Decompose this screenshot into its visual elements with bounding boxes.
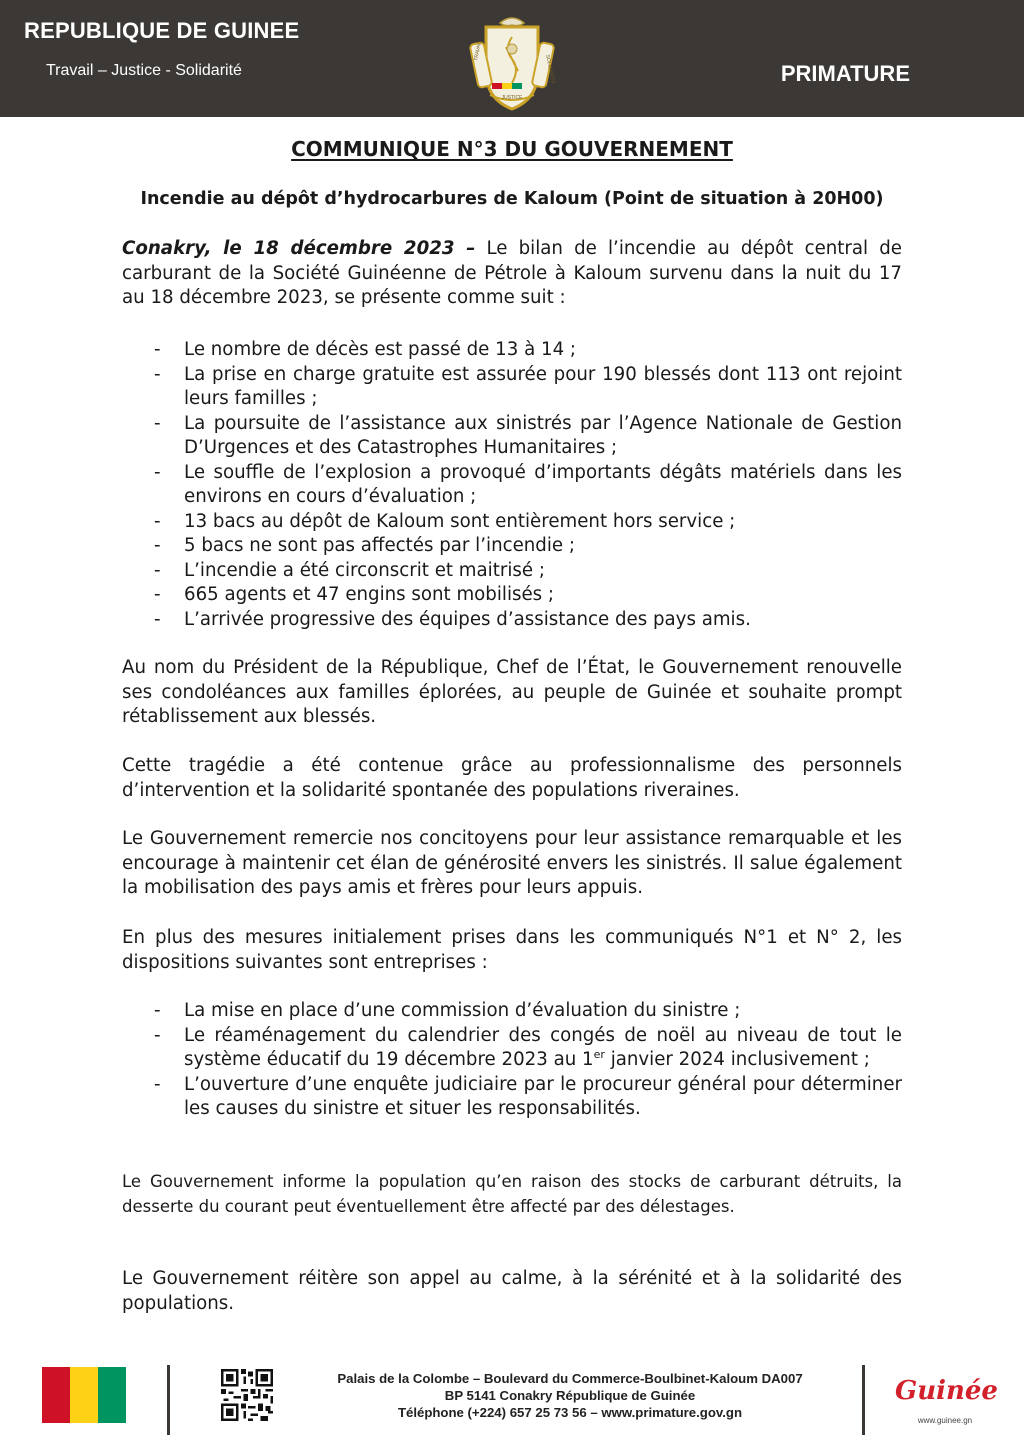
bilan-list [122,338,902,632]
list-item [122,1024,902,1073]
address-line: BP 5141 Conakry République de Guinée [444,1388,696,1403]
measure-text-start: Le réaménagement du calendrier des congés de noël au niveau de tout le système éducatif du 19 décembre 2023 au 1 [184,1024,902,1070]
guinea-flag [42,1367,126,1423]
page-header [0,0,1024,117]
guinee-logo [895,1374,998,1434]
national-motto: Travail – Justice - Solidarité [46,62,242,79]
list-item: - L’arrivée progressive des équipes d’assistance des pays amis. [122,608,902,633]
list-item: - 5 bacs ne sont pas affectés par l’incendie ; [122,534,902,559]
measures-list [122,999,902,1122]
appeal-paragraph: Le Gouvernement réitère son appel au calme, à la sérénité et à la solidarité des populations. [122,1268,902,1314]
flag-yellow-band [70,1367,98,1423]
flag-green-band [98,1367,126,1423]
list-item: - Le nombre de décès est passé de 13 à 14 ; [122,338,902,363]
office-name: PRIMATURE [780,61,910,86]
page-subtitle: Incendie au dépôt d’hydrocarbures de Kaloum (Point de situation à 20H00) [140,189,884,209]
condolences-paragraph: Au nom du Président de la République, Chef de l’État, le Gouvernement renouvelle ses condoléances aux familles éplorées, au peuple de Guinée et souhaite prompt rétablissement aux blessés. [122,657,902,727]
emblem-left-label: TRAVAIL [473,40,484,62]
list-item: - L’incendie a été circonscrit et maitrisé ; [122,559,902,584]
emblem-right-label: SOLIDARITE [544,54,557,85]
list-item: - 665 agents et 47 engins sont mobilisés ; [122,583,902,608]
republic-name: REPUBLIQUE DE GUINEE [24,18,300,43]
list-item: - Le souffle de l’explosion a provoqué d’importants dégâts matériels dans les environs en cours d’évaluation ; [122,461,902,510]
dateline: Conakry, le 18 décembre 2023 – [122,238,476,259]
list-item: - La prise en charge gratuite est assurée pour 190 blessés dont 113 ont rejoint leurs familles ; [122,363,902,412]
tragedy-paragraph: Cette tragédie a été contenue grâce au professionnalisme des personnels d’intervention et la solidarité spontanée des populations riveraines. [122,755,902,801]
list-item: - 13 bacs au dépôt de Kaloum sont entièrement hors service ; [122,510,902,535]
address-line: Palais de la Colombe – Boulevard du Commerce-Boulbinet-Kaloum DA007 [337,1371,803,1386]
coat-of-arms-icon [466,13,558,113]
logo-url: www.guinee.gn [917,1416,973,1425]
contact-address [290,1370,850,1421]
address-line: Téléphone (+224) 657 25 73 56 – www.primature.gov.gn [397,1405,743,1420]
power-paragraph: Le Gouvernement informe la population qu’en raison des stocks de carburant détruits, la desserte du courant peut éventuellement être affecté par des délestages. [122,1172,902,1216]
footer-divider [862,1365,865,1435]
footer-divider [167,1365,170,1435]
intro-paragraph [122,237,902,311]
measure-text-end: janvier 2024 inclusivement ; [604,1049,870,1070]
thanks-paragraph: Le Gouvernement remercie nos concitoyens pour leur assistance remarquable et les encourage à maintenir cet élan de générosité envers les sinistrés. Il salue également la mobilisation des pays amis et frères pour leurs appuis. [122,828,902,898]
ordinal-superscript: er [593,1048,605,1061]
logo-wordmark: Guinée [895,1376,998,1406]
qr-code-icon [221,1369,273,1421]
flag-red-band [42,1367,70,1423]
emblem-center-label: JUSTICE [501,95,523,101]
measures-intro-paragraph: En plus des mesures initialement prises dans les communiqués N°1 et N° 2, les dispositions suivantes sont entreprises : [122,927,902,973]
intro-text: Le bilan de l’incendie au dépôt central de carburant de la Société Guinéenne de Pétrole à Kaloum survenu dans la nuit du 17 au 18 décembre 2023, se présente comme suit : [122,238,902,308]
list-item: - La mise en place d’une commission d’évaluation du sinistre ; [122,999,902,1024]
page-title: COMMUNIQUE N°3 DU GOUVERNEMENT [291,137,733,161]
list-item: - L’ouverture d’une enquête judiciaire par le procureur général pour déterminer les causes du sinistre et situer les responsabilités. [122,1073,902,1122]
list-item: - La poursuite de l’assistance aux sinistrés par l’Agence Nationale de Gestion D’Urgences et des Catastrophes Humanitaires ; [122,412,902,461]
